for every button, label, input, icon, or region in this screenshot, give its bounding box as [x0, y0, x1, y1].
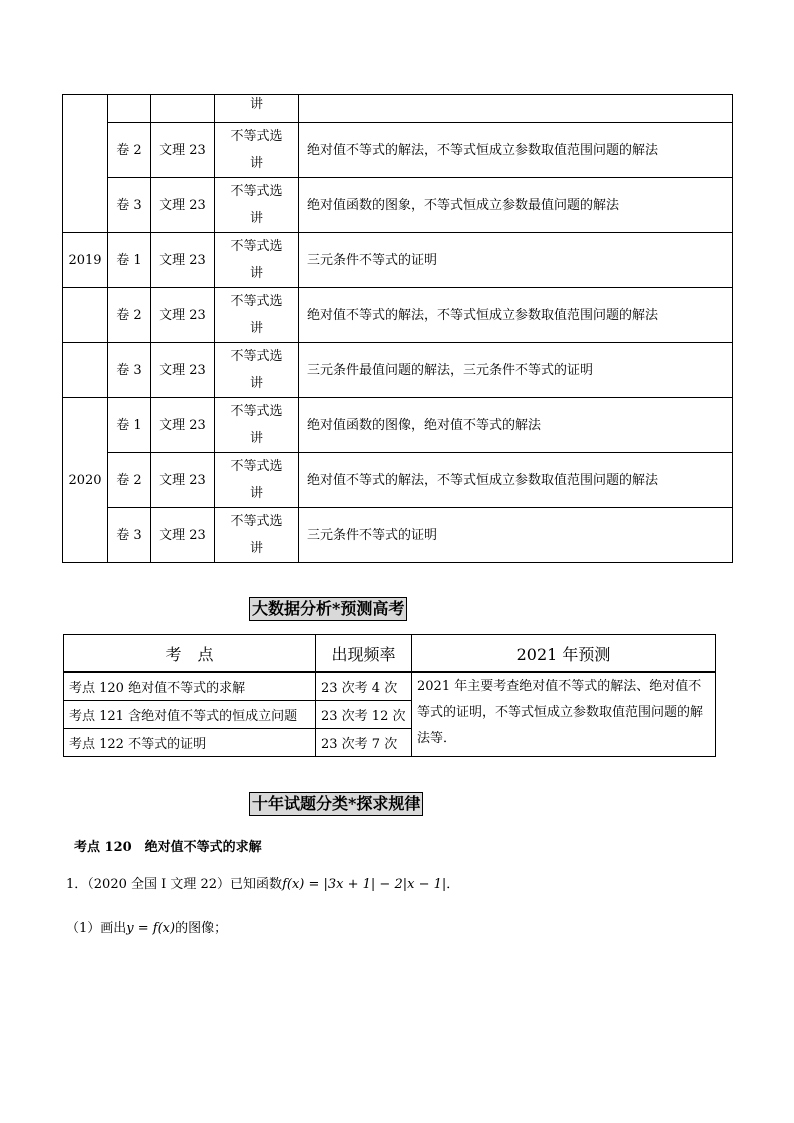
- topic-cell: [215, 343, 299, 398]
- part1-suffix: 的图像；: [175, 921, 228, 936]
- content-cell: 三元条件不等式的证明: [299, 508, 733, 563]
- frequency-cell: 23 次考 12 次: [316, 701, 412, 729]
- problem-formula: f(x) = |3x + 1| − 2|x − 1|: [282, 877, 447, 892]
- content-cell: 绝对值函数的图像，绝对值不等式的解法: [299, 398, 733, 453]
- paper-cell: 卷 2: [108, 123, 151, 178]
- topic-line: 不等式选: [230, 239, 283, 254]
- header-point: 考 点: [64, 635, 316, 673]
- topic-line: 讲: [249, 321, 263, 336]
- paper-cell: 卷 3: [108, 508, 151, 563]
- topic-cell: [215, 95, 299, 123]
- topic-line: 讲: [249, 541, 263, 556]
- problem-statement: [66, 873, 459, 892]
- prediction-cell: 2021 年主要考查绝对值不等式的解法、绝对值不等式的证明，不等式恒成立参数取值范围问题的解法等．: [412, 672, 716, 757]
- paper-cell: [108, 95, 151, 123]
- paper-cell: 卷 3: [108, 178, 151, 233]
- subject-cell: 文理 23: [151, 288, 215, 343]
- topic-line: 不等式选: [230, 404, 283, 419]
- topic-cell: [215, 508, 299, 563]
- topic-line: 讲: [249, 156, 263, 171]
- table-row: [63, 123, 733, 178]
- frequency-cell: 23 次考 7 次: [316, 729, 412, 757]
- year-cell: 2019: [63, 233, 108, 288]
- header-frequency: 出现频率: [316, 635, 412, 673]
- year-cell: 2020: [63, 398, 108, 563]
- table-row: [63, 453, 733, 508]
- topic-line: 讲: [249, 266, 263, 281]
- subject-cell: [151, 95, 215, 123]
- header-prediction: 2021 年预测: [412, 635, 716, 673]
- subject-cell: 文理 23: [151, 178, 215, 233]
- content-cell: 三元条件不等式的证明: [299, 233, 733, 288]
- topic-line: 讲: [249, 486, 263, 501]
- section-title-big-data: 大数据分析*预测高考: [249, 597, 407, 621]
- problem-suffix: ．: [446, 877, 460, 892]
- paper-cell: 卷 2: [108, 288, 151, 343]
- table-row: [63, 398, 733, 453]
- knowledge-point-heading: 考点 120 绝对值不等式的求解: [74, 840, 262, 855]
- topic-cell: [215, 123, 299, 178]
- table-header-row: [64, 635, 716, 673]
- topic-cell: [215, 288, 299, 343]
- topic-line: 讲: [249, 376, 263, 391]
- content-cell: 绝对值函数的图象，不等式恒成立参数最值问题的解法: [299, 178, 733, 233]
- year-cell: [63, 343, 108, 398]
- table-row: [63, 233, 733, 288]
- paper-cell: 卷 2: [108, 453, 151, 508]
- topic-cell: [215, 233, 299, 288]
- topic-line: 不等式选: [230, 459, 283, 474]
- point-cell: 考点 121 含绝对值不等式的恒成立问题: [64, 701, 316, 729]
- content-cell: [299, 95, 733, 123]
- content-cell: 绝对值不等式的解法，不等式恒成立参数取值范围问题的解法: [299, 123, 733, 178]
- part1-formula: y = f(x): [126, 921, 176, 936]
- table-row: [63, 288, 733, 343]
- subject-cell: 文理 23: [151, 343, 215, 398]
- subject-cell: 文理 23: [151, 453, 215, 508]
- part1-prefix: （1）画出: [66, 921, 127, 936]
- content-cell: 绝对值不等式的解法，不等式恒成立参数取值范围问题的解法: [299, 288, 733, 343]
- topic-cell: [215, 398, 299, 453]
- topic-line: 不等式选: [230, 294, 283, 309]
- topic-line: 不等式选: [230, 514, 283, 529]
- frequency-table: [63, 634, 716, 757]
- topic-line: 讲: [249, 431, 263, 446]
- problem-prefix: 1．（2020 全国 I 文理 22）已知函数: [66, 877, 283, 892]
- topic-cell: [215, 178, 299, 233]
- point-cell: 考点 120 绝对值不等式的求解: [64, 672, 316, 701]
- table-row: [63, 178, 733, 233]
- year-cell: [63, 95, 108, 233]
- year-cell: [63, 288, 108, 343]
- content-cell: 绝对值不等式的解法，不等式恒成立参数取值范围问题的解法: [299, 453, 733, 508]
- topic-line: 讲: [249, 211, 263, 226]
- frequency-cell: 23 次考 4 次: [316, 672, 412, 701]
- topic-line: 不等式选: [230, 184, 283, 199]
- table-row: [63, 508, 733, 563]
- problem-part-1: [66, 917, 227, 936]
- table-row: [63, 343, 733, 398]
- topic-line: 讲: [249, 97, 263, 112]
- paper-cell: 卷 1: [108, 398, 151, 453]
- subject-cell: 文理 23: [151, 508, 215, 563]
- topic-line: 不等式选: [230, 349, 283, 364]
- exam-history-table: [62, 94, 733, 563]
- paper-cell: 卷 1: [108, 233, 151, 288]
- table-row: [64, 672, 716, 701]
- topic-line: 不等式选: [230, 129, 283, 144]
- point-cell: 考点 122 不等式的证明: [64, 729, 316, 757]
- content-cell: 三元条件最值问题的解法，三元条件不等式的证明: [299, 343, 733, 398]
- table-row: [63, 95, 733, 123]
- topic-cell: [215, 453, 299, 508]
- paper-cell: 卷 3: [108, 343, 151, 398]
- section-title-ten-years: 十年试题分类*探求规律: [249, 792, 423, 816]
- subject-cell: 文理 23: [151, 123, 215, 178]
- subject-cell: 文理 23: [151, 398, 215, 453]
- subject-cell: 文理 23: [151, 233, 215, 288]
